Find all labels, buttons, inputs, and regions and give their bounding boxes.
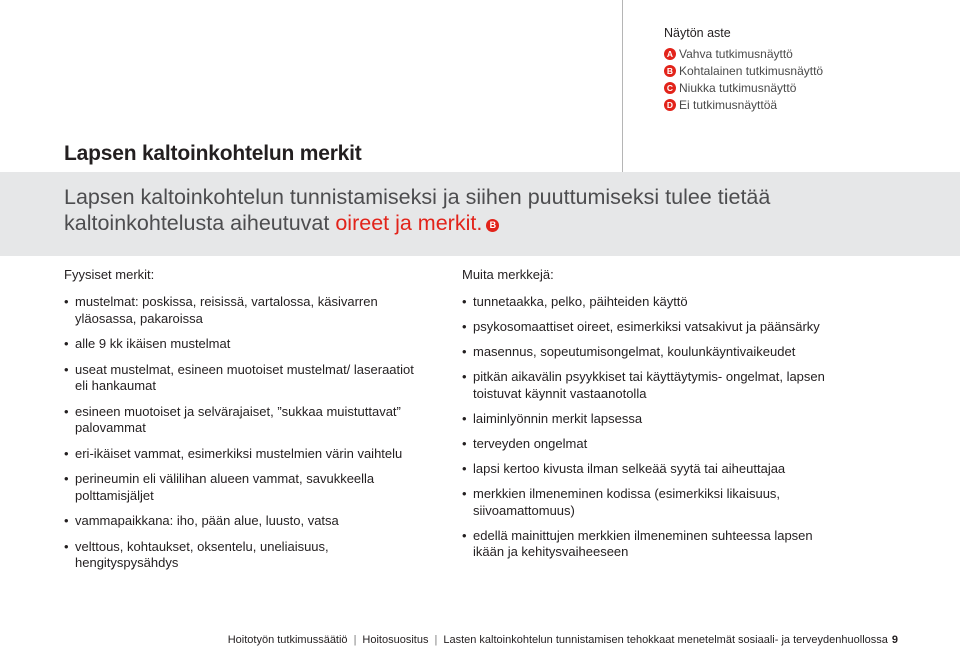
physical-signs-column xyxy=(64,267,424,581)
legend-item-c xyxy=(664,79,944,96)
list-item: • tunnetaakka, pelko, päihteiden käyttö xyxy=(462,294,842,311)
list-item: • psykosomaattiset oireet, esimerkiksi vatsakivut ja päänsärky xyxy=(462,319,842,336)
list-item: • masennus, sopeutumisongelmat, koulunkäyntivaikeudet xyxy=(462,344,842,361)
page-footer xyxy=(228,634,898,646)
legend-label-a: Vahva tutkimusnäyttö xyxy=(679,46,793,61)
footer-type: Hoitosuositus xyxy=(362,634,429,646)
list-item: • vammapaikkana: iho, pään alue, luusto, vatsa xyxy=(64,513,424,530)
page-number: 9 xyxy=(891,634,898,646)
badge-c-icon: C xyxy=(664,82,676,94)
lead-text: Lapsen kaltoinkohtelun tunnistamiseksi ja siihen puuttumiseksi tulee tietää kaltoinkohtelusta aiheutuvat xyxy=(64,185,771,235)
footer-doc-title: Lasten kaltoinkohtelun tunnistamisen tehokkaat menetelmät sosiaali- ja terveydenhuollossa xyxy=(443,634,888,646)
list-item: • perineumin eli välilihan alueen vammat, savukkeella polttamisjäljet xyxy=(64,471,424,504)
footer-separator: | xyxy=(353,634,357,646)
footer-separator: | xyxy=(434,634,438,646)
lead-accent-text: oireet ja merkit. xyxy=(335,211,483,235)
evidence-level-legend xyxy=(664,26,944,113)
other-signs-heading: Muita merkkejä: xyxy=(462,267,554,282)
legend-title: Näytön aste xyxy=(664,26,731,40)
list-item: • lapsi kertoo kivusta ilman selkeää syytä tai aiheuttajaa xyxy=(462,461,842,478)
legend-item-d xyxy=(664,96,944,113)
physical-signs-list xyxy=(64,294,424,572)
legend-label-c: Niukka tutkimusnäyttö xyxy=(679,80,797,95)
page-title: Lapsen kaltoinkohtelun merkit xyxy=(64,142,362,165)
other-signs-column xyxy=(462,267,842,569)
footer-series: Hoitotyön tutkimussäätiö xyxy=(227,634,348,646)
list-item: • velttous, kohtaukset, oksentelu, uneliaisuus, hengityspysähdys xyxy=(64,539,424,572)
list-item: • alle 9 kk ikäisen mustelmat xyxy=(64,336,424,353)
list-item: • terveyden ongelmat xyxy=(462,436,842,453)
badge-d-icon: D xyxy=(664,99,676,111)
lead-band xyxy=(0,172,960,256)
legend-label-b: Kohtalainen tutkimusnäyttö xyxy=(679,63,824,78)
legend-item-a xyxy=(664,45,944,62)
list-item: • mustelmat: poskissa, reisissä, vartalossa, käsivarren yläosassa, pakaroissa xyxy=(64,294,424,327)
list-item: • useat mustelmat, esineen muotoiset mustelmat/ laseraatiot eli hankaumat xyxy=(64,362,424,395)
legend-label-d: Ei tutkimusnäyttöä xyxy=(679,97,778,112)
physical-signs-heading: Fyysiset merkit: xyxy=(64,267,155,282)
other-signs-list xyxy=(462,294,842,561)
list-item: • pitkän aikavälin psyykkiset tai käyttäytymis- ongelmat, lapsen toistuvat käynnit vastaanotolla xyxy=(462,369,842,402)
list-item: • laiminlyönnin merkit lapsessa xyxy=(462,411,842,428)
list-item: • esineen muotoiset ja selvärajaiset, ”sukkaa muistuttavat” palovammat xyxy=(64,404,424,437)
list-item: • eri-ikäiset vammat, esimerkiksi mustelmien värin vaihtelu xyxy=(64,446,424,463)
badge-b-icon: B xyxy=(486,219,499,232)
badge-b-icon: B xyxy=(664,65,676,77)
lead-paragraph xyxy=(64,184,784,236)
list-item: • merkkien ilmeneminen kodissa (esimerkiksi likaisuus, siivoamattomuus) xyxy=(462,486,842,519)
badge-a-icon: A xyxy=(664,48,676,60)
vertical-divider xyxy=(622,0,623,172)
list-item: • edellä mainittujen merkkien ilmeneminen suhteessa lapsen ikään ja kehitysvaiheeseen xyxy=(462,528,842,561)
legend-item-b xyxy=(664,62,944,79)
